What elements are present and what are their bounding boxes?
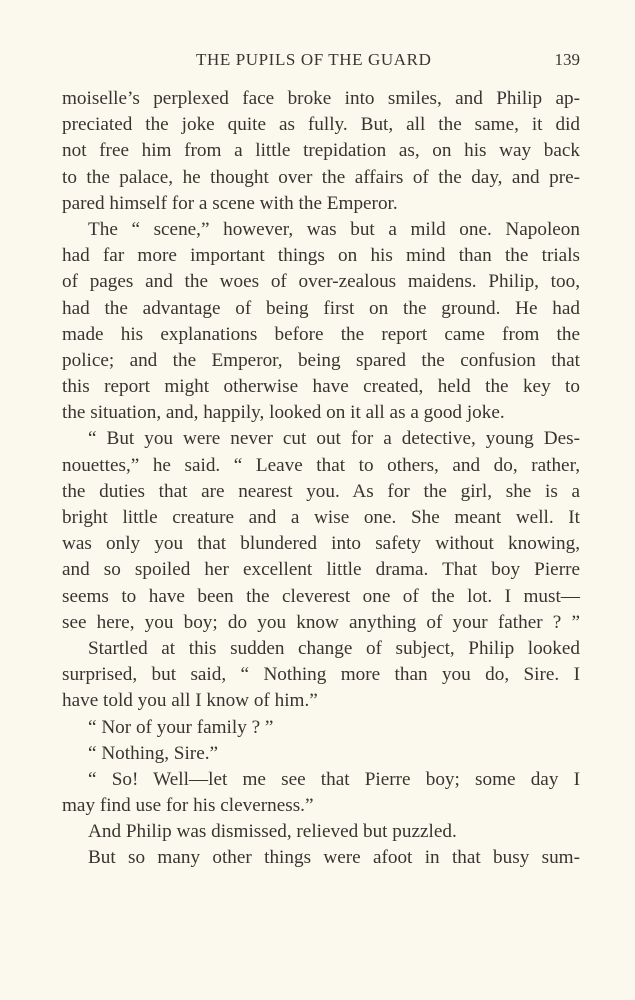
text-line: The “ scene,” however, was but a mild one. Napoleon [88, 218, 580, 240]
text-line: the situation, and, happily, looked on it all as a good joke. [62, 402, 505, 424]
text-line: see here, you boy; do you know anything of your father ? ” [62, 611, 580, 633]
text-line: made his explanations before the report came from the [62, 323, 580, 345]
text-line: “ Nor of your family ? ” [88, 716, 274, 738]
text-line: had far more important things on his mind than the trials [62, 245, 580, 267]
text-line: to the palace, he thought over the affairs of the day, and pre- [62, 166, 580, 188]
text-line: had the advantage of being first on the ground. He had [62, 297, 580, 319]
text-line: “ But you were never cut out for a detective, young Des- [88, 428, 580, 450]
text-line: surprised, but said, “ Nothing more than you do, Sire. I [62, 664, 580, 686]
text-line: nouettes,” he said. “ Leave that to others, and do, rather, [62, 454, 580, 476]
text-line: of pages and the woes of over-zealous maidens. Philip, too, [62, 271, 580, 293]
text-line: have told you all I know of him.” [62, 690, 318, 712]
text-line: pared himself for a scene with the Emperor. [62, 192, 398, 214]
running-title: THE PUPILS OF THE GUARD [196, 50, 432, 69]
text-line: bright little creature and a wise one. She meant well. It [62, 507, 580, 528]
body-text [62, 86, 580, 872]
text-line: not free him from a little trepidation as, on his way back [62, 140, 580, 162]
text-line: was only you that blundered into safety without knowing, [62, 533, 580, 555]
text-line: But so many other things were afoot in that busy sum- [88, 847, 580, 869]
text-line: Startled at this sudden change of subject, Philip looked [88, 637, 580, 659]
text-line: “ So! Well—let me see that Pierre boy; some day I [88, 768, 580, 790]
running-head [62, 50, 580, 74]
page-number: 139 [554, 50, 580, 69]
text-line: this report might otherwise have created, held the key to [62, 376, 580, 398]
text-line: preciated the joke quite as fully. But, all the same, it did [62, 114, 580, 136]
text-line: and so spoiled her excellent little drama. That boy Pierre [62, 559, 580, 581]
text-line: may find use for his cleverness.” [62, 795, 314, 817]
text-line: moiselle’s perplexed face broke into smiles, and Philip ap- [62, 88, 580, 109]
text-line: And Philip was dismissed, relieved but puzzled. [88, 821, 457, 843]
text-line: seems to have been the cleverest one of the lot. I must— [62, 585, 580, 607]
text-line: “ Nothing, Sire.” [88, 742, 219, 764]
text-line: police; and the Emperor, being spared the confusion that [62, 349, 580, 371]
text-line: the duties that are nearest you. As for the girl, she is a [62, 480, 580, 502]
